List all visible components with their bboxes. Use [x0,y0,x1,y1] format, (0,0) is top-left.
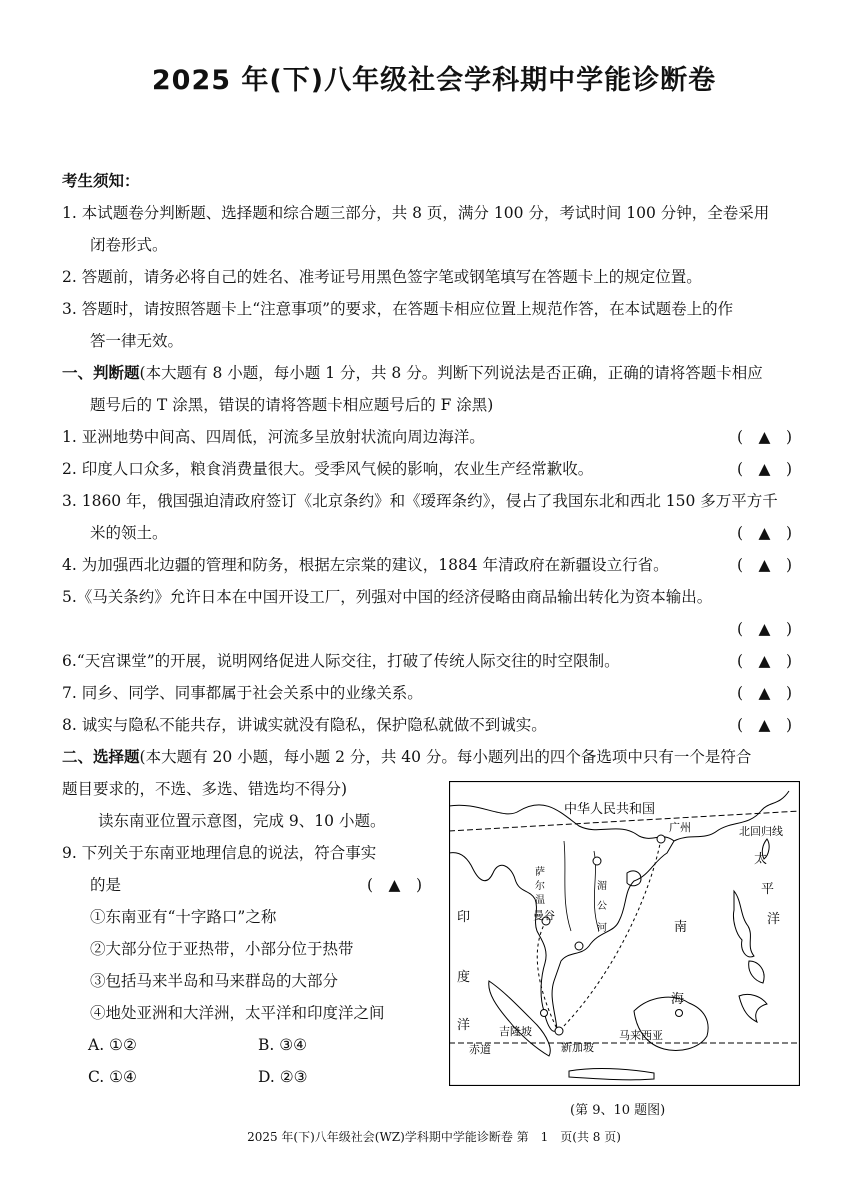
statement-2: ②大部分位于亚热带，小部分位于热带 [90,940,354,958]
statement-3: ③包括马来半岛和马来群岛的大部分 [90,972,339,990]
notice-item: 闭卷形式。 [90,236,168,254]
map-label-pacific: 太 [754,852,768,867]
map-label-tropic: 北回归线 [739,825,783,838]
answer-mark: ( ▲ ) [737,556,793,574]
map-label-salween: 尔 [535,881,545,892]
map-label-mekong: 公 [597,901,607,912]
option-d: D. ②③ [258,1068,308,1086]
map-label-indian: 洋 [457,1018,471,1033]
section1-desc: (本大题有 8 小题，每小题 1 分，共 8 分。判断下列说法是否正确，正确的请将答题卡相应 [139,364,763,382]
map-label-mekong: 湄 [597,881,607,892]
map-label-equator: 赤道 [469,1043,491,1056]
answer-mark: ( ▲ ) [737,460,793,478]
notice-heading: 考生须知： [62,172,140,190]
answer-mark: ( ▲ ) [737,524,793,542]
question-9-cont: 的是 [90,876,122,894]
city-marker [575,942,583,950]
city-marker [676,1010,683,1017]
question-6: 6.“天宫课堂”的开展，说明网络促进人际交往，打破了传统人际交往的时空限制。 [62,652,620,670]
question-1: 1. 亚洲地势中间高、四周低，河流多呈放射状流向周边海洋。 [62,428,485,446]
map-label-malaysia: 马来西亚 [619,1029,663,1042]
map-label-kuala: 吉隆坡 [499,1025,532,1038]
southeast-asia-map [449,781,800,1086]
map-label-pacific: 洋 [767,912,781,927]
section2-desc: (本大题有 20 小题，每小题 2 分，共 40 分。每小题列出的四个备选项中只有一个是符合 [139,748,752,766]
question-2: 2. 印度人口众多，粮食消费量很大。受季风气候的影响，农业生产经常歉收。 [62,460,594,478]
city-marker [555,1027,563,1035]
answer-mark: ( ▲ ) [737,652,793,670]
question-3: 3. 1860 年，俄国强迫清政府签订《北京条约》和《瑷珲条约》，侵占了我国东北和西北 150 多万平方千 [62,492,778,510]
map-label-guangzhou: 广州 [669,821,691,834]
page-footer: 2025 年(下)八年级社会(WZ)学科期中学能诊断卷 第 1 页(共 8 页) [247,1130,621,1144]
question-8: 8. 诚实与隐私不能共存，讲诚实就没有隐私，保护隐私就做不到诚实。 [62,716,547,734]
map-label-singapore: 新加坡 [561,1041,594,1054]
section1-heading: 一、判断题 [62,364,140,382]
map-label-mekong: 河 [597,923,607,934]
city-marker [657,835,665,843]
section1-header [62,362,763,384]
notice-item: 3. 答题时，请按照答题卡上“注意事项”的要求，在答题卡相应位置上规范作答，在本试题卷上的作 [62,300,734,318]
answer-mark: ( ▲ ) [737,428,793,446]
map-label-scs: 海 [671,992,685,1007]
question-7: 7. 同乡、同学、同事都属于社会关系中的业缘关系。 [62,684,423,702]
map-intro: 读东南亚位置示意图，完成 9、10 小题。 [98,812,386,830]
notice-item: 答一律无效。 [90,332,184,350]
notice-item: 2. 答题前，请务必将自己的姓名、准考证号用黑色签字笔或钢笔填写在答题卡上的规定位置。 [62,268,702,286]
city-marker [541,1010,548,1017]
statement-4: ④地处亚洲和大洋洲，太平洋和印度洋之间 [90,1004,385,1022]
answer-mark: ( ▲ ) [737,716,793,734]
statement-1: ①东南亚有“十字路口”之称 [90,908,277,926]
question-9: 9. 下列关于东南亚地理信息的说法，符合事实 [62,844,377,862]
section2-heading: 二、选择题 [62,748,140,766]
answer-mark: ( ▲ ) [737,684,793,702]
map-label-country: 中华人民共和国 [564,802,656,817]
map-label-salween: 温 [535,895,545,906]
option-c: C. ①④ [88,1068,137,1086]
question-4: 4. 为加强西北边疆的管理和防务，根据左宗棠的建议，1884 年清政府在新疆设立行省。 [62,556,669,574]
map-caption: (第 9、10 题图) [570,1103,666,1118]
option-a: A. ①② [88,1036,137,1054]
map-label-salween: 萨 [535,867,545,878]
question-5: 5.《马关条约》允许日本在中国开设工厂，列强对中国的经济侵略由商品输出转化为资本输出。 [62,588,713,606]
answer-mark: ( ▲ ) [737,620,793,638]
section2-header [62,746,751,768]
option-b: B. ③④ [258,1036,308,1054]
section2-desc2: 题目要求的，不选、多选、错选均不得分) [62,780,348,798]
map-label-pacific: 平 [761,882,775,897]
notice-item: 1. 本试题卷分判断题、选择题和综合题三部分，共 8 页，满分 100 分，考试时间 100 分钟，全卷采用 [62,204,770,222]
map-label-bangkok: 曼谷 [533,909,555,922]
map-label-indian: 印 [457,910,471,925]
section1-desc2: 题号后的 T 涂黑，错误的请将答题卡相应题号后的 F 涂黑) [90,396,494,414]
answer-mark: ( ▲ ) [367,876,423,894]
page-title: 2025 年(下)八年级社会学科期中学能诊断卷 [151,65,717,96]
map-label-scs: 南 [674,920,688,935]
city-marker [593,857,601,865]
map-label-indian: 度 [457,970,471,985]
question-3-cont: 米的领土。 [90,524,168,542]
